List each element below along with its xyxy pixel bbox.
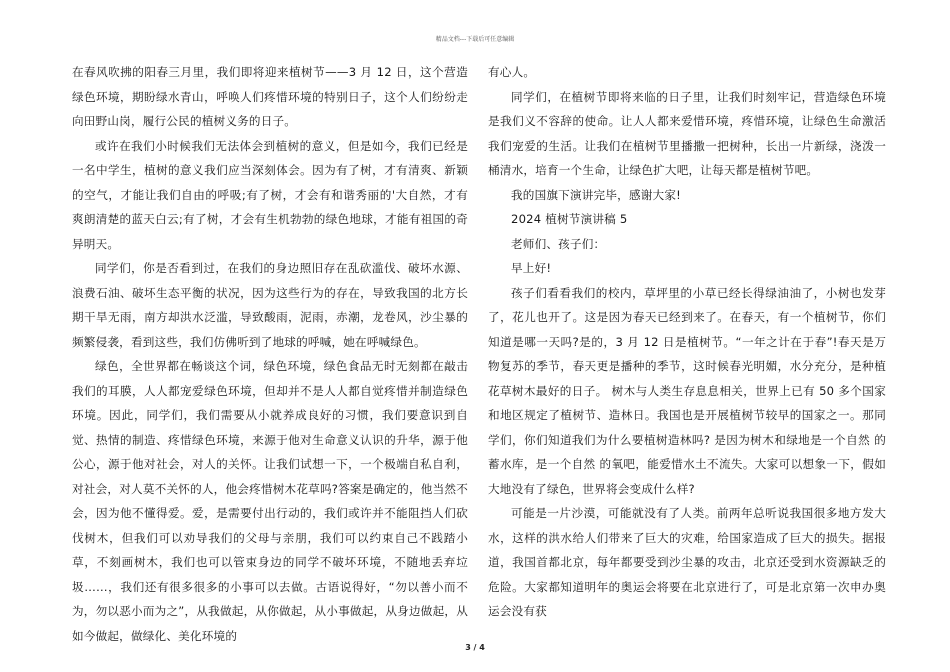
- paragraph: 孩子们看看我们的校内，草坪里的小草已经长得绿油油了，小树也发芽了，花儿也开了。这是因为春天已经到来了。在春天，有一个植树节，你们知道是哪一天吗?是的，3 月 12 日是植树节。“一年之计在于春”!春天是万物复苏的季节，春天更是播种的季节，这时候春光明媚，水分充分，是种植花草树木最好的日子。 树木与人类生存息息相关，世界上已有 50 多个国家和地区规定了植树节、造林日。我国也是开展植树节较早的国家之一。那同学们，你们知道我们为什么要植树造林吗? 是因为树木和绿地是一个自然 的蓄水库，是一个自然 的氧吧，能爱惜水土不流失。大家可以想象一下，假如大地没有了绿色，世界将会变成什么样?: [488, 285, 886, 496]
- paragraph: 同学们，在植树节即将来临的日子里，让我们时刻牢记，营造绿色环境是我们义不容辞的使命。让人人都来爱惜环境，疼惜环境，让绿色生命激活我们宠爱的生活。让我们在植树节里播撒一把树种，长出一片新绿，浇泼一桶清水，培育一个生命，让绿色扩大吧，让每天都是植树节吧。: [488, 89, 886, 177]
- paragraph: 或许在我们小时候我们无法体会到植树的意义，但是如今，我们已经是一名中学生，植树的意义我们应当深刻体会。因为有了树，才有清爽、新颖的空气，才能让我们自由的呼吸;有了树，才会有和谐秀丽的'大自然，才有爽朗清楚的蓝天白云;有了树，才会有生机勃勃的绿色地球，才能有祖国的奇异明天。: [72, 138, 468, 251]
- page-number: 3 / 4: [465, 643, 485, 652]
- paragraph: 绿色，全世界都在畅谈这个词，绿色环境，绿色食品无时无刻都在敲击我们的耳膜，人人都宠爱绿色环境，但却并不是人人都自觉疼惜并制造绿色环境。因此，同学们，我们需要从小就养成良好的习惯，我们要意识到自觉、热情的制造、疼惜绿色环境，来源于他对生命意义认识的升华，源于他公心，源于他对社会，对人的关怀。让我们试想一下，一个极端自私自利，对社会，对人莫不关怀的人，他会疼惜树木花草吗?答案是确定的，他当然不会，因为他不懂得爱。爱，是需要付出行动的，我们或许并不能阻挡人们砍伐树木，但我们可以劝导我们的父母与亲朋，我们可以约束自己不践踏小草，不刻画树木，我们也可以管束身边的同学不破坏环境，不随地丢弃垃圾……，我们还有很多很多的小事可以去做。古语说得好，“勿以善小而不为，勿以恶小而为之”，从我做起，从你做起，从小事做起，从身边做起，从如今做起，做绿化、美化环境的: [72, 359, 468, 643]
- greeting: 老师们、孩子们：: [511, 236, 606, 251]
- paragraph: 同学们，你是否看到过，在我们的身边照旧存在乱砍滥伐、破坏水源、浪费石油、破坏生态平衡的状况，因为这些行为的存在，导致我国的北方长期干旱无雨，南方却洪水泛滥，导致酸雨，泥雨，赤潮，龙卷风，沙尘暴的频繁侵袭，看到这些，我们仿佛听到了地球的呼喊，她在呼喊绿色。: [72, 261, 468, 349]
- paragraph: 有心人。: [488, 65, 536, 79]
- page-header: 精品文档---下载后可任意编辑: [435, 36, 515, 43]
- paragraph: 我的国旗下演讲完毕，感谢大家!: [511, 187, 681, 202]
- left-column: [72, 60, 468, 648]
- paragraph: 可能是一片沙漠，可能就没有了人类。前两年总听说我国很多地方发大水，这样的洪水给人们带来了巨大的灾难，给国家造成了巨大的损失。据报道，我国首都北京，每年都要受到沙尘暴的攻击，北京还受到水资源缺乏的危险。大家都知道明年的奥运会将要在北京进行了，可是北京第一次申办奥运会没有获: [488, 506, 886, 618]
- paragraph: 在春风吹拂的阳春三月里，我们即将迎来植树节——3 月 12 日，这个营造绿色环境，期盼绿水青山，呼唤人们疼惜环境的特别日子，这个人们纷纷走向田野山岗，履行公民的植树义务的日子。: [72, 65, 468, 128]
- section-title: 2024 植树节演讲稿 5: [511, 212, 628, 226]
- right-column: [488, 60, 886, 624]
- greeting: 早上好!: [511, 261, 552, 275]
